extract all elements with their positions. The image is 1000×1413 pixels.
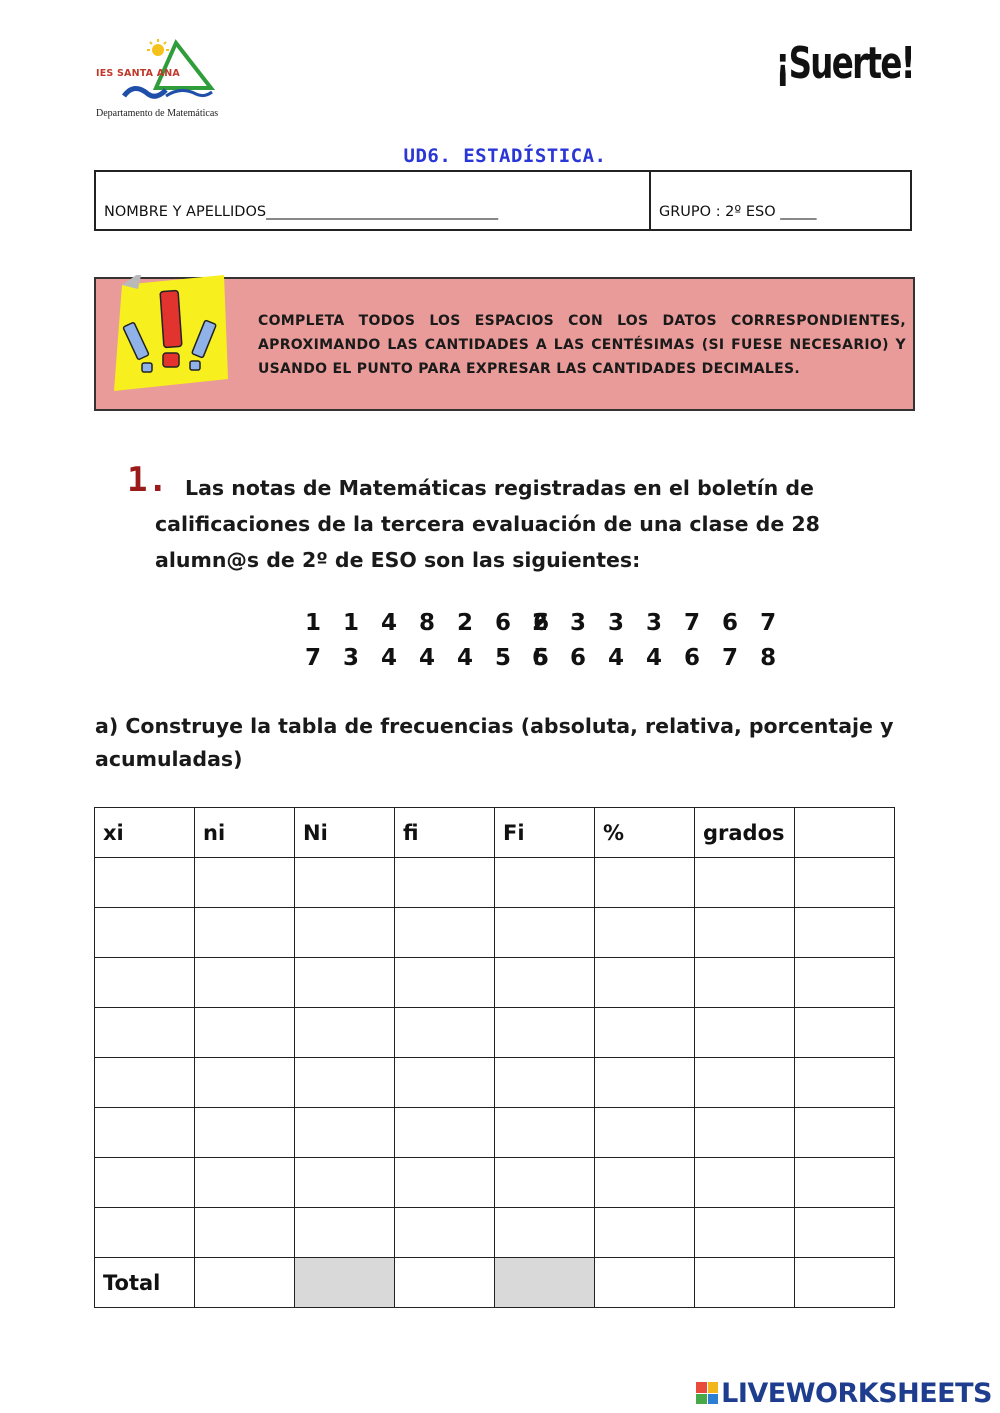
frequency-table xyxy=(94,807,895,1308)
table-row xyxy=(95,1058,895,1108)
answer-cell[interactable] xyxy=(595,1058,695,1108)
answer-cell[interactable] xyxy=(95,1008,195,1058)
table-row xyxy=(95,858,895,908)
data-row-2-right: 6 6 4 4 6 7 8 xyxy=(532,645,784,671)
answer-cell[interactable] xyxy=(395,958,495,1008)
table-header-row xyxy=(95,808,895,858)
answer-cell[interactable] xyxy=(195,1008,295,1058)
answer-cell[interactable] xyxy=(195,1108,295,1158)
answer-cell[interactable] xyxy=(395,908,495,958)
table-row xyxy=(95,1158,895,1208)
total-Ni-cell-shaded xyxy=(295,1258,395,1308)
liveworksheets-logo-icon xyxy=(696,1382,718,1404)
answer-cell[interactable] xyxy=(595,1208,695,1258)
table-row xyxy=(95,1208,895,1258)
answer-cell[interactable] xyxy=(195,908,295,958)
answer-cell[interactable] xyxy=(495,1158,595,1208)
answer-cell[interactable] xyxy=(695,1108,795,1158)
answer-cell[interactable] xyxy=(495,1208,595,1258)
answer-cell[interactable] xyxy=(595,958,695,1008)
total-grados-cell[interactable] xyxy=(695,1258,795,1308)
answer-cell[interactable] xyxy=(395,1008,495,1058)
answer-cell[interactable] xyxy=(195,1058,295,1108)
answer-cell[interactable] xyxy=(95,908,195,958)
total-label: Total xyxy=(95,1258,195,1308)
answer-cell[interactable] xyxy=(595,908,695,958)
student-info-box xyxy=(94,170,912,231)
answer-cell[interactable] xyxy=(95,1158,195,1208)
header-grados: grados xyxy=(695,808,795,858)
school-logo xyxy=(96,38,226,122)
name-field[interactable]: NOMBRE Y APELLIDOS________________________________ xyxy=(104,204,499,220)
answer-cell[interactable] xyxy=(95,958,195,1008)
answer-cell[interactable] xyxy=(495,908,595,958)
answer-cell[interactable] xyxy=(795,908,895,958)
answer-cell[interactable] xyxy=(795,1008,895,1058)
answer-cell[interactable] xyxy=(595,858,695,908)
total-Fi-cell-shaded xyxy=(495,1258,595,1308)
total-blank-cell[interactable] xyxy=(795,1258,895,1308)
total-ni-cell[interactable] xyxy=(195,1258,295,1308)
exclamation-sticky-note-icon xyxy=(108,275,228,393)
answer-cell[interactable] xyxy=(495,1058,595,1108)
header-Ni: Ni xyxy=(295,808,395,858)
header-Fi: Fi xyxy=(495,808,595,858)
logo-school-name: IES SANTA ANA xyxy=(96,68,180,79)
table-row xyxy=(95,958,895,1008)
answer-cell[interactable] xyxy=(195,1208,295,1258)
answer-cell[interactable] xyxy=(295,958,395,1008)
group-field[interactable]: GRUPO : 2º ESO _____ xyxy=(659,204,817,220)
answer-cell[interactable] xyxy=(395,1208,495,1258)
good-luck-heading: ¡Suerte! xyxy=(775,38,914,89)
answer-cell[interactable] xyxy=(795,1058,895,1108)
answer-cell[interactable] xyxy=(295,1208,395,1258)
answer-cell[interactable] xyxy=(695,1158,795,1208)
answer-cell[interactable] xyxy=(795,1158,895,1208)
liveworksheets-brand xyxy=(696,1375,992,1411)
answer-cell[interactable] xyxy=(95,1208,195,1258)
answer-cell[interactable] xyxy=(595,1008,695,1058)
answer-cell[interactable] xyxy=(295,1058,395,1108)
answer-cell[interactable] xyxy=(795,858,895,908)
answer-cell[interactable] xyxy=(295,1158,395,1208)
answer-cell[interactable] xyxy=(695,1008,795,1058)
table-row xyxy=(95,1008,895,1058)
answer-cell[interactable] xyxy=(495,858,595,908)
answer-cell[interactable] xyxy=(395,858,495,908)
answer-cell[interactable] xyxy=(495,958,595,1008)
answer-cell[interactable] xyxy=(695,858,795,908)
instructions-box xyxy=(94,277,915,411)
answer-cell[interactable] xyxy=(395,1058,495,1108)
answer-cell[interactable] xyxy=(95,1108,195,1158)
header-fi: fi xyxy=(395,808,495,858)
answer-cell[interactable] xyxy=(495,1108,595,1158)
liveworksheets-text: LIVEWORKSHEETS xyxy=(721,1377,992,1409)
total-percent-cell[interactable] xyxy=(595,1258,695,1308)
answer-cell[interactable] xyxy=(695,1058,795,1108)
answer-cell[interactable] xyxy=(695,958,795,1008)
header-percent: % xyxy=(595,808,695,858)
header-ni: ni xyxy=(195,808,295,858)
answer-cell[interactable] xyxy=(295,1008,395,1058)
answer-cell[interactable] xyxy=(295,1108,395,1158)
total-fi-cell[interactable] xyxy=(395,1258,495,1308)
answer-cell[interactable] xyxy=(495,1008,595,1058)
answer-cell[interactable] xyxy=(695,908,795,958)
answer-cell[interactable] xyxy=(795,958,895,1008)
total-row xyxy=(95,1258,895,1308)
table-row xyxy=(95,908,895,958)
answer-cell[interactable] xyxy=(295,858,395,908)
answer-cell[interactable] xyxy=(795,1208,895,1258)
question-text: Las notas de Matemáticas registradas en el boletín de calificaciones de la tercera evaluación de una clase de 28 alumn@s de 2º de ESO son las siguientes: xyxy=(155,476,820,572)
answer-cell[interactable] xyxy=(95,858,195,908)
sub-question-a: a) Construye la tabla de frecuencias (absoluta, relativa, porcentaje y acumuladas) xyxy=(95,714,894,771)
answer-cell[interactable] xyxy=(295,908,395,958)
answer-cell[interactable] xyxy=(695,1208,795,1258)
data-row-1-right: 2 3 3 3 7 6 7 xyxy=(532,610,784,636)
table-row xyxy=(95,1108,895,1158)
header-blank xyxy=(795,808,895,858)
question-number: 1. xyxy=(127,460,168,500)
instructions-text: COMPLETA TODOS LOS ESPACIOS CON LOS DATOS CORRESPONDIENTES, APROXIMANDO LAS CANTIDADES A LAS CENTÉSIMAS (SI FUESE NECESARIO) Y USANDO EL PUNTO PARA EXPRESAR LAS CANTIDADES DECIMALES. xyxy=(258,313,906,377)
answer-cell[interactable] xyxy=(395,1158,495,1208)
box-divider xyxy=(649,172,651,229)
unit-title: UD6. ESTADÍSTICA. xyxy=(403,145,607,167)
answer-cell[interactable] xyxy=(795,1108,895,1158)
answer-cell[interactable] xyxy=(195,958,295,1008)
logo-department: Departamento de Matemáticas xyxy=(96,108,219,119)
answer-cell[interactable] xyxy=(195,858,295,908)
answer-cell[interactable] xyxy=(595,1108,695,1158)
data-row-1-left: 1 1 4 8 2 6 6 xyxy=(305,610,557,636)
header-xi: xi xyxy=(95,808,195,858)
answer-cell[interactable] xyxy=(195,1158,295,1208)
data-row-2-left: 7 3 4 4 4 5 5 xyxy=(305,645,557,671)
answer-cell[interactable] xyxy=(395,1108,495,1158)
answer-cell[interactable] xyxy=(595,1158,695,1208)
answer-cell[interactable] xyxy=(95,1058,195,1108)
